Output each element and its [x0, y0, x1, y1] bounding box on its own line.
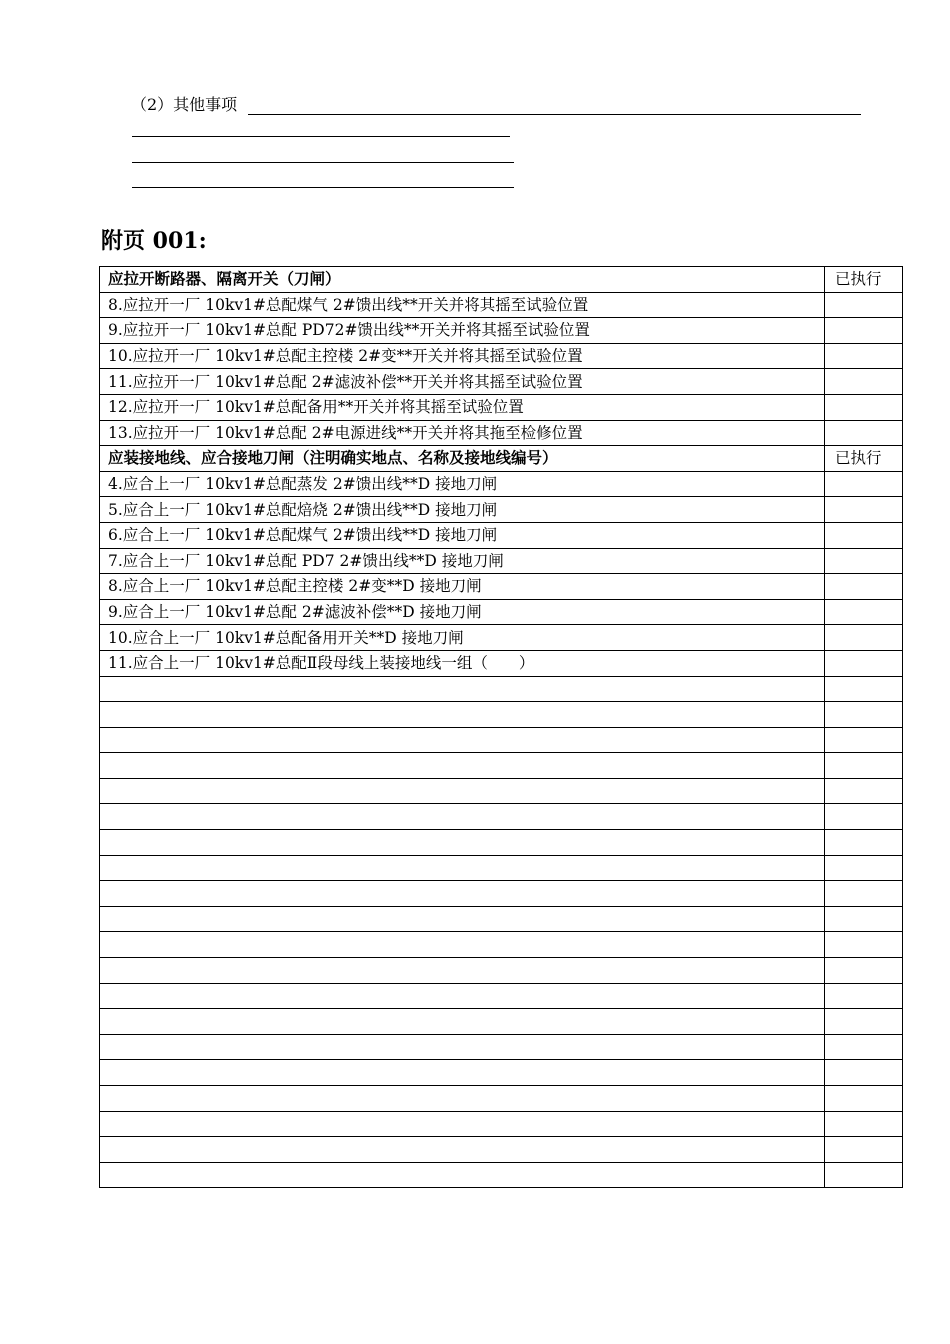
empty-step-cell[interactable] — [100, 804, 825, 830]
empty-step-cell[interactable] — [100, 702, 825, 728]
operation-step: 6.应合上一厂 10kv1#总配煤气 2#馈出线**D 接地刀闸 — [100, 522, 825, 548]
executed-checkbox-cell[interactable] — [825, 343, 903, 369]
empty-table-row — [100, 804, 903, 830]
executed-checkbox-cell[interactable] — [825, 574, 903, 600]
table-row — [100, 394, 903, 420]
executed-checkbox-cell[interactable] — [825, 471, 903, 497]
executed-checkbox-cell[interactable] — [825, 753, 903, 779]
executed-checkbox-cell[interactable] — [825, 855, 903, 881]
empty-step-cell[interactable] — [100, 1034, 825, 1060]
table-row — [100, 522, 903, 548]
empty-table-row — [100, 906, 903, 932]
empty-table-row — [100, 855, 903, 881]
status-header: 已执行 — [825, 446, 903, 472]
empty-step-cell[interactable] — [100, 1162, 825, 1188]
operation-step: 7.应合上一厂 10kv1#总配 PD7 2#馈出线**D 接地刀闸 — [100, 548, 825, 574]
executed-checkbox-cell[interactable] — [825, 1111, 903, 1137]
executed-checkbox-cell[interactable] — [825, 292, 903, 318]
operation-step: 11.应拉开一厂 10kv1#总配 2#滤波补偿**开关并将其摇至试验位置 — [100, 369, 825, 395]
executed-checkbox-cell[interactable] — [825, 599, 903, 625]
table-row — [100, 548, 903, 574]
section-header-row — [100, 446, 903, 472]
table-row — [100, 574, 903, 600]
empty-table-row — [100, 1009, 903, 1035]
executed-checkbox-cell[interactable] — [825, 906, 903, 932]
executed-checkbox-cell[interactable] — [825, 932, 903, 958]
empty-table-row — [100, 1034, 903, 1060]
table-row — [100, 471, 903, 497]
executed-checkbox-cell[interactable] — [825, 1162, 903, 1188]
empty-table-row — [100, 1111, 903, 1137]
empty-table-row — [100, 830, 903, 856]
empty-table-row — [100, 778, 903, 804]
empty-step-cell[interactable] — [100, 830, 825, 856]
other-matters-fill-line[interactable] — [248, 96, 861, 115]
executed-checkbox-cell[interactable] — [825, 548, 903, 574]
table-row — [100, 625, 903, 651]
executed-checkbox-cell[interactable] — [825, 881, 903, 907]
table-row — [100, 343, 903, 369]
empty-step-cell[interactable] — [100, 958, 825, 984]
table-row — [100, 292, 903, 318]
empty-step-cell[interactable] — [100, 1137, 825, 1163]
table-row — [100, 599, 903, 625]
executed-checkbox-cell[interactable] — [825, 497, 903, 523]
executed-checkbox-cell[interactable] — [825, 1137, 903, 1163]
executed-checkbox-cell[interactable] — [825, 676, 903, 702]
empty-table-row — [100, 932, 903, 958]
operation-step: 10.应拉开一厂 10kv1#总配主控楼 2#变**开关并将其摇至试验位置 — [100, 343, 825, 369]
table-row — [100, 650, 903, 676]
empty-table-row — [100, 1086, 903, 1112]
executed-checkbox-cell[interactable] — [825, 983, 903, 1009]
operation-step: 8.应合上一厂 10kv1#总配主控楼 2#变**D 接地刀闸 — [100, 574, 825, 600]
empty-table-row — [100, 676, 903, 702]
other-matters-label: （2）其他事项 — [131, 95, 238, 114]
empty-step-cell[interactable] — [100, 1060, 825, 1086]
executed-checkbox-cell[interactable] — [825, 420, 903, 446]
executed-checkbox-cell[interactable] — [825, 830, 903, 856]
empty-table-row — [100, 702, 903, 728]
empty-step-cell[interactable] — [100, 906, 825, 932]
executed-checkbox-cell[interactable] — [825, 522, 903, 548]
empty-table-row — [100, 1060, 903, 1086]
executed-checkbox-cell[interactable] — [825, 1009, 903, 1035]
empty-table-row — [100, 881, 903, 907]
operation-step: 11.应合上一厂 10kv1#总配Ⅱ段母线上装接地线一组（ ） — [100, 650, 825, 676]
operation-step: 5.应合上一厂 10kv1#总配焙烧 2#馈出线**D 接地刀闸 — [100, 497, 825, 523]
empty-step-cell[interactable] — [100, 1111, 825, 1137]
empty-step-cell[interactable] — [100, 1009, 825, 1035]
executed-checkbox-cell[interactable] — [825, 778, 903, 804]
executed-checkbox-cell[interactable] — [825, 369, 903, 395]
executed-checkbox-cell[interactable] — [825, 394, 903, 420]
operation-step: 10.应合上一厂 10kv1#总配备用开关**D 接地刀闸 — [100, 625, 825, 651]
empty-step-cell[interactable] — [100, 778, 825, 804]
empty-table-row — [100, 1137, 903, 1163]
appendix-title: 附页 001: — [101, 228, 207, 254]
executed-checkbox-cell[interactable] — [825, 958, 903, 984]
executed-checkbox-cell[interactable] — [825, 727, 903, 753]
empty-table-row — [100, 983, 903, 1009]
operation-step: 12.应拉开一厂 10kv1#总配备用**开关并将其摇至试验位置 — [100, 394, 825, 420]
executed-checkbox-cell[interactable] — [825, 318, 903, 344]
status-header: 已执行 — [825, 267, 903, 293]
empty-step-cell[interactable] — [100, 676, 825, 702]
executed-checkbox-cell[interactable] — [825, 625, 903, 651]
empty-step-cell[interactable] — [100, 983, 825, 1009]
other-matters-fill-line[interactable] — [132, 144, 514, 163]
operation-step: 9.应合上一厂 10kv1#总配 2#滤波补偿**D 接地刀闸 — [100, 599, 825, 625]
section-header-row — [100, 267, 903, 293]
executed-checkbox-cell[interactable] — [825, 1086, 903, 1112]
operation-table-body — [100, 267, 903, 1188]
executed-checkbox-cell[interactable] — [825, 1034, 903, 1060]
operation-step: 9.应拉开一厂 10kv1#总配 PD72#馈出线**开关并将其摇至试验位置 — [100, 318, 825, 344]
empty-step-cell[interactable] — [100, 727, 825, 753]
empty-step-cell[interactable] — [100, 932, 825, 958]
empty-table-row — [100, 958, 903, 984]
operation-step: 13.应拉开一厂 10kv1#总配 2#电源进线**开关并将其拖至检修位置 — [100, 420, 825, 446]
empty-table-row — [100, 1162, 903, 1188]
table-row — [100, 318, 903, 344]
executed-checkbox-cell[interactable] — [825, 804, 903, 830]
table-row — [100, 497, 903, 523]
operation-step: 8.应拉开一厂 10kv1#总配煤气 2#馈出线**开关并将其摇至试验位置 — [100, 292, 825, 318]
table-row — [100, 420, 903, 446]
operation-table — [99, 266, 903, 1188]
empty-table-row — [100, 753, 903, 779]
operation-step: 4.应合上一厂 10kv1#总配蒸发 2#馈出线**D 接地刀闸 — [100, 471, 825, 497]
section-header: 应装接地线、应合接地刀闸（注明确实地点、名称及接地线编号） — [100, 446, 825, 472]
empty-step-cell[interactable] — [100, 881, 825, 907]
empty-step-cell[interactable] — [100, 1086, 825, 1112]
empty-step-cell[interactable] — [100, 753, 825, 779]
section-header: 应拉开断路器、隔离开关（刀闸） — [100, 267, 825, 293]
executed-checkbox-cell[interactable] — [825, 1060, 903, 1086]
other-matters-fill-line[interactable] — [132, 118, 510, 137]
table-row — [100, 369, 903, 395]
other-matters-fill-line[interactable] — [132, 169, 514, 188]
empty-table-row — [100, 727, 903, 753]
executed-checkbox-cell[interactable] — [825, 702, 903, 728]
executed-checkbox-cell[interactable] — [825, 650, 903, 676]
empty-step-cell[interactable] — [100, 855, 825, 881]
